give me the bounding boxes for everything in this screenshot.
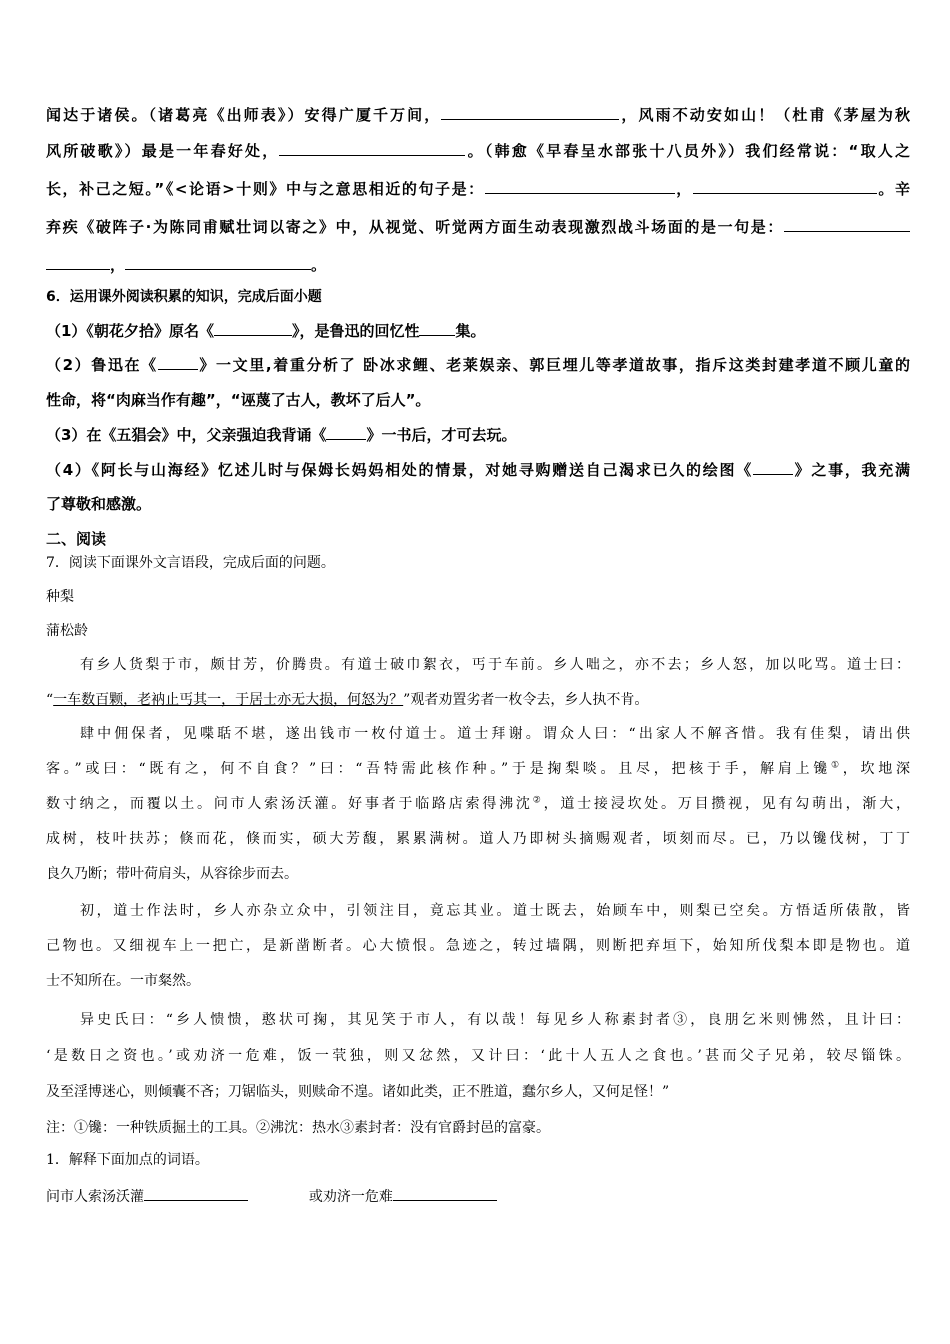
answer-blank[interactable]	[158, 354, 198, 370]
underlined-sentence: 一车数百颗，老衲止丐其一，于居士亦无大损，何怒为？	[53, 692, 404, 708]
essay-para-2-line-3: 数寸纳之，而覆以土。问市人索汤沃灌。好事者于临路店索得沸沈②，道士接浸坎处。万目攒视，见有勾萌出，渐大，	[46, 795, 910, 812]
top-line-1: 闻达于诸侯。（诸葛亮《出师表》）安得广厦千万间， ，风雨不动安如山！（杜甫《茅屋为秋	[46, 106, 910, 124]
essay-author: 蒲松龄	[46, 623, 88, 639]
q6-item-4-cont: 了尊敬和感激。	[46, 495, 152, 513]
essay-para-2-line-5: 良久乃断；带叶荷肩头，从容徐步而去。	[46, 866, 298, 882]
top-line-3: 长，补己之短。”《<论语>十则》中与之意思相近的句子是： ， 。辛	[46, 180, 910, 198]
section-heading: 二、阅读	[46, 530, 107, 548]
word-explain-row: 问市人索汤沃灌 或劝济一危难	[46, 1185, 910, 1207]
answer-blank[interactable]	[485, 178, 675, 194]
answer-blank[interactable]	[693, 178, 877, 194]
q6-item-2-cont: 性命，将“肉麻当作有趣”，“诬蔑了古人，教坏了后人”。	[46, 391, 431, 409]
answer-blank[interactable]	[144, 1185, 248, 1201]
essay-para-4-line-3: 及至淫博迷心，则倾囊不吝；刀锯临头，则赎命不遑。诸如此类，正不胜道，蠢尔乡人，又何足怪！”	[46, 1084, 670, 1100]
answer-blank[interactable]	[393, 1185, 497, 1201]
answer-blank[interactable]	[214, 320, 292, 336]
essay-para-3-line-2: 己物也。又细视车上一把亡，是新凿断者。心大愤恨。急迹之，转过墙隅，则断把弃垣下，始知所伐梨本即是物也。道	[46, 938, 910, 954]
essay-para-4-line-2: ‘是数日之资也。’或劝济一危难，饭一茕独，则又忿然，又计曰：‘此十人五人之食也。’甚而父子兄弟，较尽锱铢。	[46, 1048, 910, 1064]
answer-blank[interactable]	[753, 459, 793, 475]
sub-question-1: 1．解释下面加点的词语。	[46, 1152, 209, 1168]
essay-para-1-line-2: “一车数百颗，老衲止丐其一，于居士亦无大损，何怒为？”观者劝置劣者一枚令去，乡人执不肯。	[46, 692, 649, 708]
essay-para-2-line-1: 肆中佣保者，见喋聒不堪，遂出钱市一枚付道士。道士拜谢。谓众人曰：“出家人不解吝惜。我有佳梨，请出供	[80, 726, 910, 742]
footnote-marker: ①	[831, 760, 843, 771]
q6-item-2: （2）鲁迅在《 》一文里,着重分析了 卧冰求鲤、老莱娱亲、郭巨埋儿等孝道故事，指斥这类封建孝道不顾儿童的	[46, 356, 910, 374]
answer-blank[interactable]	[46, 254, 110, 270]
top-line-2: 风所破歌》）最是一年春好处， 。（韩愈《早春呈水部张十八员外》）我们经常说：“取人之	[46, 142, 910, 160]
top-line-5: ， 。	[46, 254, 910, 275]
essay-para-1-line-1: 有乡人货梨于市，颇甘芳，价腾贵。有道士破巾絮衣，丐于车前。乡人咄之，亦不去；乡人怒，加以叱骂。道士曰：	[80, 657, 910, 673]
essay-para-2-line-2: 客。”或曰：“既有之，何不自食？”曰：“吾特需此核作种。”于是掬梨啖。且尽，把核于手，解肩上镵①，坎地深	[46, 760, 910, 777]
answer-blank[interactable]	[419, 320, 455, 336]
essay-title: 种梨	[46, 589, 74, 605]
q6-item-3: （3）在《五猖会》中，父亲强迫我背诵《 》一书后，才可去玩。	[46, 426, 517, 444]
answer-blank[interactable]	[326, 424, 366, 440]
question-7-title: 7．阅读下面课外文言语段，完成后面的问题。	[46, 555, 335, 571]
essay-para-3-line-1: 初，道士作法时，乡人亦杂立众中，引领注目，竟忘其业。道士既去，始顾车中，则梨已空矣。方悟适所俵散，皆	[80, 903, 910, 919]
essay-para-2-line-4: 成树，枝叶扶苏；倏而花，倏而实，硕大芳馥，累累满树。道人乃即树头摘赐观者，顷刻而尽。已，乃以镵伐树，丁丁	[46, 831, 910, 847]
essay-para-3-line-3: 士不知所在。一市粲然。	[46, 973, 200, 989]
answer-blank[interactable]	[125, 254, 311, 270]
answer-blank[interactable]	[784, 216, 910, 232]
footnotes: 注：①镵：一种铁质掘土的工具。②沸沈：热水③素封者：没有官爵封邑的富豪。	[46, 1120, 550, 1136]
essay-para-4-line-1: 异史氏曰：“乡人愦愦，憨状可掬，其见笑于市人，有以哉！每见乡人称素封者③，良朋乞米则怫然，且计曰：	[80, 1012, 910, 1028]
top-line-4: 弃疾《破阵子·为陈同甫赋壮词以寄之》中，从视觉、听觉两方面生动表现激烈战斗场面的是一句是：	[46, 216, 910, 237]
q6-item-4: （4）《阿长与山海经》忆述儿时与保姆长妈妈相处的情景，对她寻购赠送自己渴求已久的绘图《 》之事，我充满	[46, 461, 910, 479]
answer-blank[interactable]	[279, 140, 465, 156]
answer-blank[interactable]	[441, 104, 619, 120]
q6-item-1: （1）《朝花夕拾》原名《 》，是鲁迅的回忆性 集。	[46, 322, 486, 340]
question-6-title: 6．运用课外阅读积累的知识，完成后面小题	[46, 289, 322, 305]
footnote-marker: ②	[532, 795, 544, 806]
